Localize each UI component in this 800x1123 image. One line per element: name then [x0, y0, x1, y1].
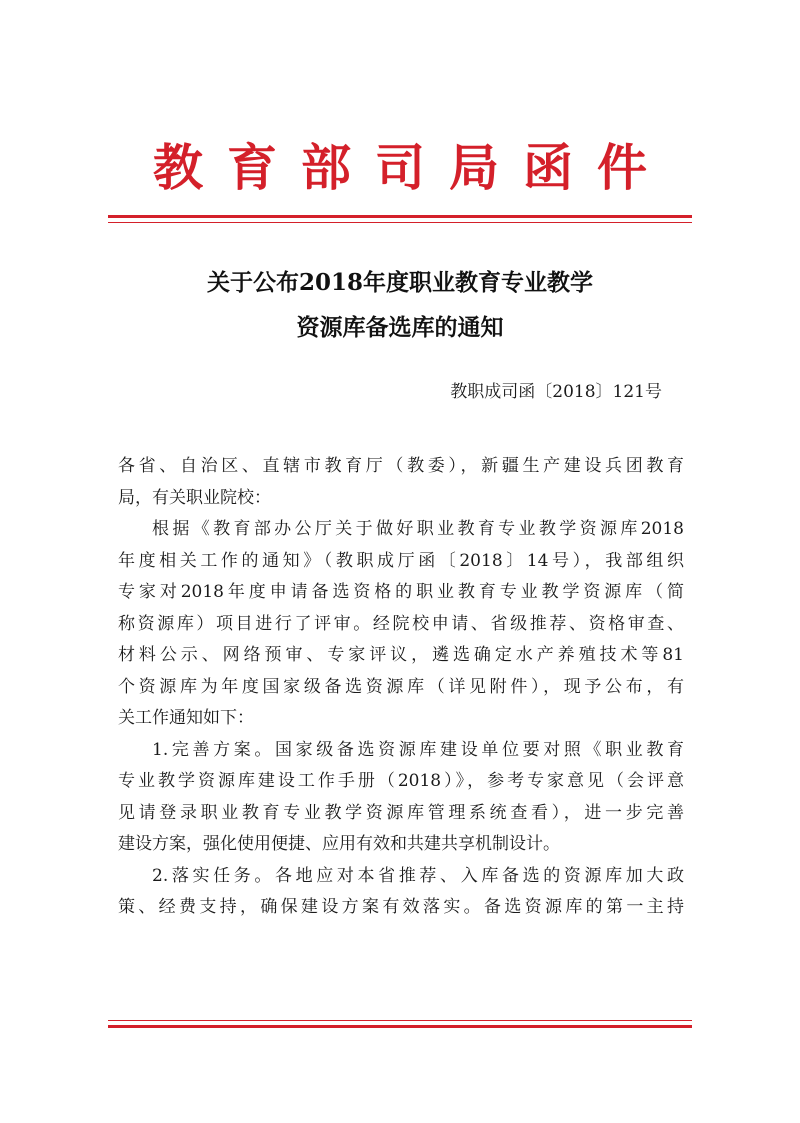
footer-rule-thin	[108, 1020, 692, 1021]
paragraph-line: 建设方案，强化使用便捷、应用有效和共建共享机制设计。	[118, 834, 560, 854]
document-title-line1: 关于公布2018年度职业教育专业教学	[206, 269, 593, 296]
paragraph-line: 年度相关工作的通知》（教职成厅函〔2018〕14号），我部组织	[118, 550, 684, 571]
paragraph-line: 根据《教育部办公厅关于做好职业教育专业教学资源库2018	[152, 519, 684, 539]
paragraph-line: 策、经费支持，确保建设方案有效落实。备选资源库的第一主持	[118, 897, 684, 917]
paragraph-line: 专家对2018年度申请备选资格的职业教育专业教学资源库（简	[118, 582, 684, 602]
footer-rule-thick	[108, 1025, 692, 1028]
paragraph-line: 1.完善方案。国家级备选资源库建设单位要对照《职业教育	[152, 739, 684, 760]
letterhead-title: 教育部司局函件	[153, 138, 671, 197]
addressee-line: 各省、自治区、直辖市教育厅（教委），新疆生产建设兵团教育	[118, 456, 684, 476]
addressee-line: 局，有关职业院校：	[118, 487, 271, 508]
paragraph-line: 专业教学资源库建设工作手册（2018）》，参考专家意见（会评意	[118, 771, 684, 791]
letterhead-rule-thin-top	[108, 222, 692, 223]
letterhead-rule-thick-top	[108, 215, 692, 218]
paragraph-line: 见请登录职业教育专业教学资源库管理系统查看），进一步完善	[118, 802, 684, 823]
document-title-line2: 资源库备选库的通知	[296, 314, 504, 341]
paragraph-line: 2.落实任务。各地应对本省推荐、入库备选的资源库加大政	[152, 865, 684, 886]
document-number: 教职成司函〔2018〕121号	[450, 382, 662, 402]
paragraph-line: 关工作通知如下：	[118, 708, 254, 728]
paragraph-line: 称资源库）项目进行了评审。经院校申请、省级推荐、资格审查、	[118, 613, 684, 634]
paragraph-line: 个资源库为年度国家级备选资源库（详见附件），现予公布，有	[118, 676, 684, 697]
paragraph-line: 材料公示、网络预审、专家评议，遴选确定水产养殖技术等81	[118, 645, 684, 665]
document-body	[118, 451, 684, 924]
